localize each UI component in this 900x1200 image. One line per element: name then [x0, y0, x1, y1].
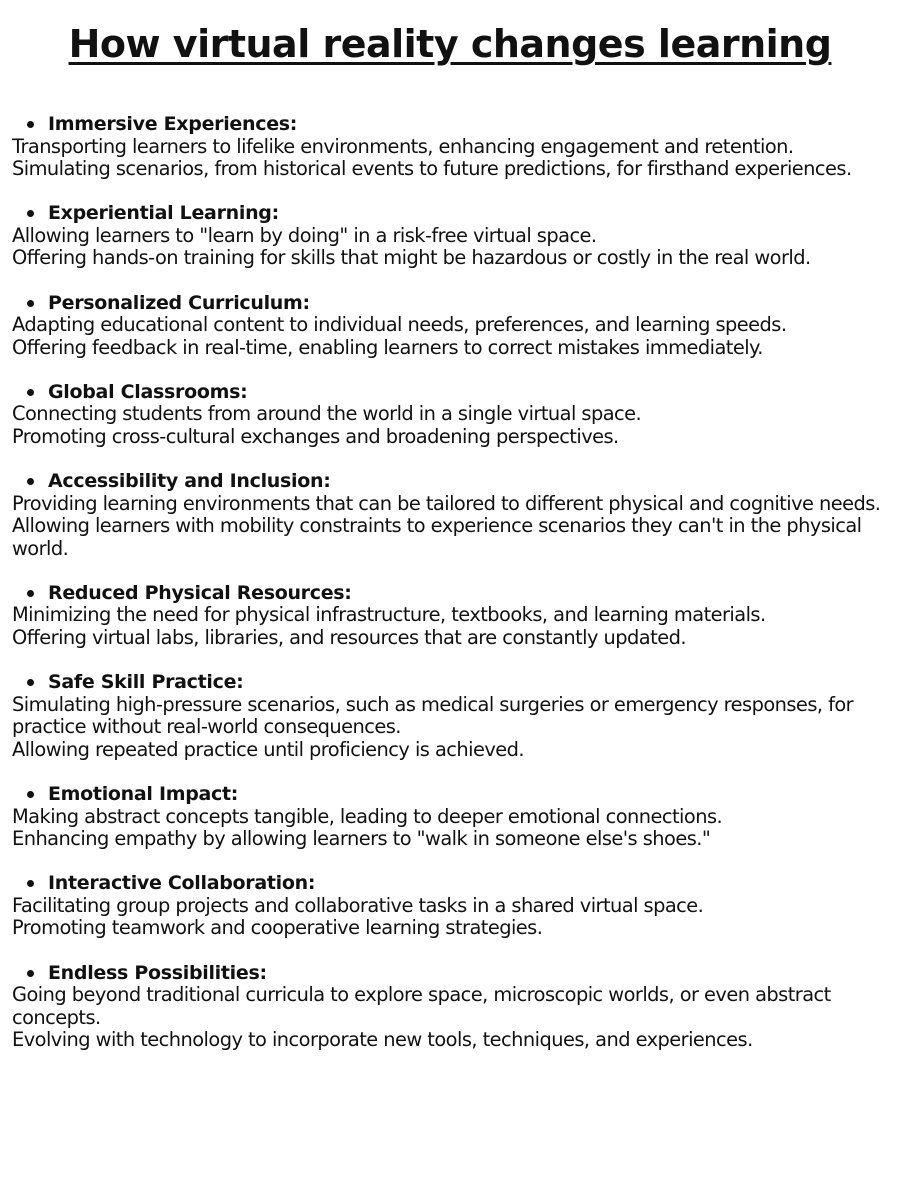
section-reduced-physical-resources	[0, 582, 900, 649]
section-endless-possibilities	[0, 962, 900, 1052]
section-line: Facilitating group projects and collaborative tasks in a shared virtual space.	[12, 893, 704, 917]
bullet-icon	[27, 478, 34, 485]
section-accessibility-and-inclusion	[0, 470, 900, 560]
section-line: Allowing repeated practice until proficiency is achieved.	[12, 737, 525, 761]
section-line: Promoting cross-cultural exchanges and broadening perspectives.	[12, 424, 619, 448]
section-heading	[48, 381, 900, 404]
section-line: Adapting educational content to individual needs, preferences, and learning speeds.	[12, 313, 787, 337]
section-heading	[48, 783, 900, 806]
bullet-icon	[27, 210, 34, 217]
section-line: Providing learning environments that can be tailored to different physical and cognitive needs.	[12, 491, 881, 515]
section-experiential-learning	[0, 202, 900, 269]
bullet-icon	[27, 300, 34, 307]
section-line: Offering virtual labs, libraries, and resources that are constantly updated.	[12, 625, 686, 649]
section-line: Evolving with technology to incorporate new tools, techniques, and experiences.	[12, 1027, 753, 1051]
section-emotional-impact	[0, 783, 900, 850]
section-line: Connecting students from around the world in a single virtual space.	[12, 402, 642, 426]
bullet-icon	[27, 791, 34, 798]
section-list	[0, 113, 900, 1073]
section-line: Offering hands-on training for skills that might be hazardous or costly in the real world.	[12, 246, 811, 270]
bullet-icon	[27, 121, 34, 128]
page-title: How virtual reality changes learning	[68, 22, 832, 66]
section-heading	[48, 872, 900, 895]
section-safe-skill-practice	[0, 671, 900, 761]
section-interactive-collaboration	[0, 872, 900, 939]
bullet-icon	[27, 389, 34, 396]
section-heading-text: Immersive Experiences:	[48, 113, 298, 135]
section-personalized-curriculum	[0, 292, 900, 359]
section-heading	[48, 470, 900, 493]
section-heading-text: Safe Skill Practice:	[48, 671, 244, 694]
section-heading	[48, 292, 900, 315]
section-heading-text: Emotional Impact:	[48, 783, 239, 805]
bullet-icon	[27, 590, 34, 597]
section-line: Simulating scenarios, from historical events to future predictions, for firsthand experiences.	[12, 156, 852, 180]
section-heading	[48, 202, 900, 225]
section-line: Offering feedback in real-time, enabling learners to correct mistakes immediately.	[12, 335, 763, 359]
bullet-icon	[27, 970, 34, 977]
section-line: Minimizing the need for physical infrastructure, textbooks, and learning materials.	[12, 603, 766, 627]
section-line: Going beyond traditional curricula to explore space, microscopic worlds, or even abstract concepts.	[12, 983, 831, 1029]
section-line: Allowing learners to "learn by doing" in a risk-free virtual space.	[12, 223, 597, 247]
section-heading-text: Reduced Physical Resources:	[48, 581, 352, 604]
section-heading	[48, 962, 900, 985]
section-line: Making abstract concepts tangible, leading to deeper emotional connections.	[12, 804, 723, 828]
bullet-icon	[27, 679, 34, 686]
section-immersive-experiences	[0, 113, 900, 180]
section-global-classrooms	[0, 381, 900, 448]
section-heading	[48, 671, 900, 694]
section-heading-text: Global Classrooms:	[48, 380, 248, 403]
section-line: Allowing learners with mobility constraints to experience scenarios they can't in the physical world.	[12, 514, 862, 560]
section-heading-text: Endless Possibilities:	[48, 961, 267, 984]
section-heading-text: Accessibility and Inclusion:	[48, 470, 331, 493]
section-line: Promoting teamwork and cooperative learning strategies.	[12, 916, 543, 940]
section-heading-text: Interactive Collaboration:	[48, 872, 316, 895]
section-heading	[48, 113, 900, 136]
section-heading-text: Personalized Curriculum:	[48, 291, 310, 314]
section-line: Enhancing empathy by allowing learners to "walk in someone else's shoes."	[12, 826, 711, 850]
section-line: Transporting learners to lifelike environments, enhancing engagement and retention.	[12, 134, 794, 158]
section-heading-text: Experiential Learning:	[48, 202, 279, 225]
bullet-icon	[27, 880, 34, 887]
section-line: Simulating high-pressure scenarios, such as medical surgeries or emergency responses, for practice without real-world consequences.	[12, 692, 854, 739]
section-heading	[48, 582, 900, 605]
